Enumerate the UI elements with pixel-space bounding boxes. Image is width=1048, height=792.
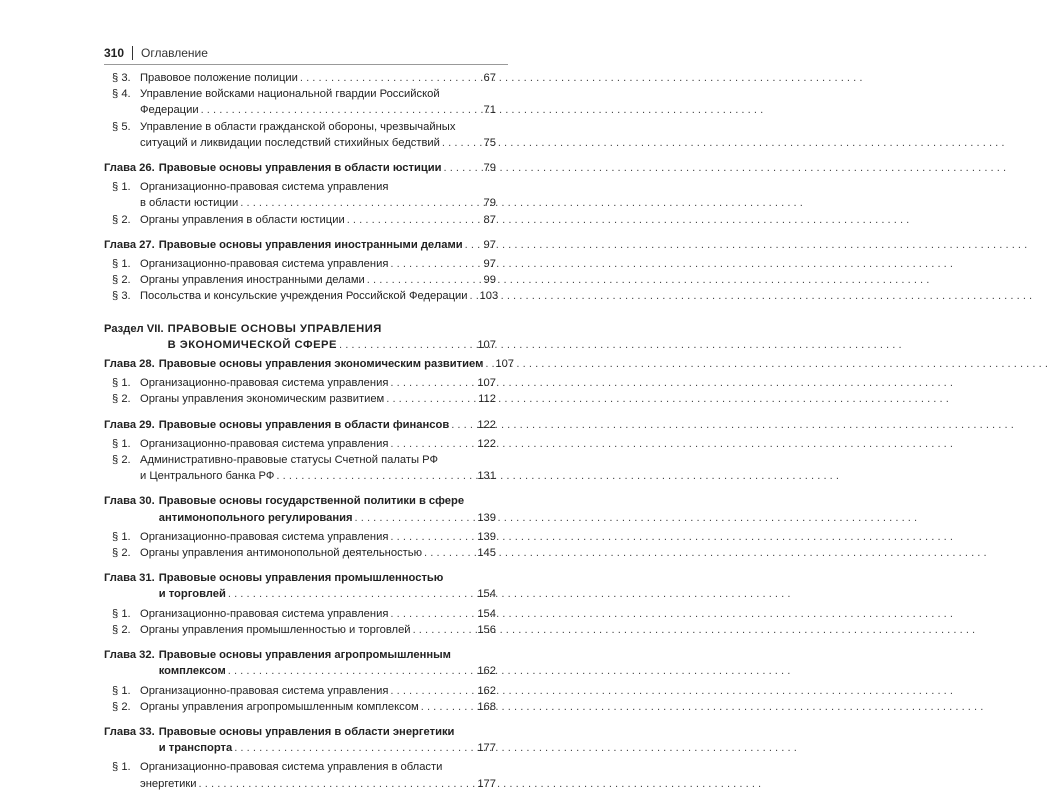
dot-leader [300, 70, 482, 86]
toc-page-number: 99 [483, 274, 496, 287]
toc-entry-title: Правовые основы управления промышленностью [158, 572, 444, 585]
toc-entry-sec[interactable] [104, 288, 499, 304]
toc-entry-title: Организационно-правовая система управления [140, 684, 389, 697]
toc-entry-chap[interactable] [104, 237, 496, 253]
toc-page-number: 177 [477, 777, 496, 790]
toc-entry-chap[interactable] [104, 647, 496, 679]
dot-leader [347, 212, 482, 228]
toc-entry-title: Правовые основы управления иностранными делами [158, 238, 463, 251]
toc-page-number: 168 [477, 700, 496, 713]
toc-entry-number: § 2. [112, 274, 131, 287]
toc-entry-title: Органы управления экономическим развитием [140, 393, 385, 406]
toc-entry-title: Правовые основы управления в области финансов [158, 418, 450, 431]
toc-page-number: 122 [477, 418, 496, 431]
toc-entry-title: Правовые основы управления в области юстиции [158, 162, 442, 175]
header-divider [132, 46, 133, 60]
toc-entry-title: Организационно-правовая система управления [140, 258, 389, 271]
toc-entry-number: § 1. [112, 258, 131, 271]
toc-entry-number: § 2. [112, 547, 131, 560]
toc-entry-number: § 2. [112, 393, 131, 406]
toc-entry-number: § 1. [112, 761, 131, 774]
toc-entry-title: Правовое положение полиции [140, 72, 298, 84]
dot-leader [413, 622, 476, 638]
dot-leader [199, 776, 476, 792]
dot-leader [390, 256, 481, 272]
toc-entry-number: Глава 28. [104, 358, 155, 371]
toc-entry-title: Органы управления иностранными делами [140, 274, 365, 287]
toc-page-number: 139 [477, 511, 496, 524]
toc-page-number: 87 [483, 213, 496, 226]
page-number: 310 [104, 46, 125, 60]
toc-entry-number: § 2. [112, 623, 131, 636]
toc-entry-title: и транспорта [158, 742, 233, 755]
dot-leader [390, 436, 475, 452]
toc-entry-number: § 2. [112, 700, 131, 713]
toc-entry-sec[interactable] [104, 256, 496, 272]
dot-leader [201, 102, 482, 118]
toc-entry-title: Правовые основы государственной политики в сфере [158, 495, 465, 508]
toc-page-number: 177 [477, 742, 496, 755]
toc-page-number: 122 [477, 437, 496, 450]
toc-entry-sec[interactable] [104, 70, 496, 86]
toc-entry-title: Административно-правовые статусы Счетной палаты РФ [140, 454, 439, 467]
toc-entry-sec[interactable] [104, 529, 496, 545]
toc-entry-number: § 2. [112, 213, 131, 226]
toc-page-number: 131 [477, 470, 496, 483]
toc-page-number: 67 [483, 72, 496, 84]
toc-entry-title: Организационно-правовая система управления [140, 377, 389, 390]
toc-entry-number: § 2. [112, 454, 131, 467]
toc-entry-number: Глава 30. [104, 495, 155, 508]
toc-entry-number: Глава 31. [104, 572, 155, 585]
toc-page-number: 154 [477, 588, 496, 601]
toc-page-number: 145 [477, 547, 496, 560]
dot-leader [228, 586, 475, 602]
toc-entry-chap[interactable] [104, 160, 496, 176]
dot-leader [485, 356, 493, 372]
toc-entry-title: Правовые основы управления агропромышленным [158, 649, 451, 662]
running-title: Оглавление [141, 46, 208, 60]
dot-leader [421, 699, 476, 715]
dot-leader [424, 545, 475, 561]
toc-page-number: 103 [479, 290, 499, 303]
toc-entry-sec[interactable] [104, 622, 496, 638]
toc-entry-sec[interactable] [104, 86, 496, 118]
dot-leader [386, 391, 476, 407]
toc-page-number: 97 [483, 238, 496, 251]
dot-leader [234, 740, 475, 756]
toc-entry-title: Правовые основы управления в области энергетики [158, 725, 455, 738]
dot-leader [390, 683, 475, 699]
toc-page-number: 107 [495, 358, 515, 371]
toc-entry-number: § 5. [112, 120, 131, 133]
toc-entry-number: § 1. [112, 437, 131, 450]
toc-entry-chap[interactable] [104, 493, 496, 525]
toc-entry-title: Организационно-правовая система управления в области [140, 761, 443, 774]
toc-entry-number: § 1. [112, 607, 131, 620]
toc-page-number: 139 [477, 530, 496, 543]
dot-leader [276, 468, 475, 484]
toc-entry-title: ПРАВОВЫЕ ОСНОВЫ УПРАВЛЕНИЯ [167, 322, 382, 335]
toc-page-number: 75 [483, 136, 496, 149]
toc-page-number: 107 [477, 377, 496, 390]
toc-entry-sec[interactable] [104, 272, 496, 288]
dot-leader [390, 606, 475, 622]
toc-entry-title: Органы управления агропромышленным комплексом [140, 700, 419, 713]
toc-entry-number: § 1. [112, 530, 131, 543]
toc-entry-sec[interactable] [104, 699, 496, 715]
toc-entry-number: Раздел VII. [104, 322, 164, 335]
toc-entry-number: Глава 27. [104, 238, 155, 251]
toc-page-number: 156 [477, 623, 496, 636]
toc-entry-sec[interactable] [104, 119, 496, 151]
toc-entry-sec[interactable] [104, 179, 496, 211]
toc-entry-number: Глава 32. [104, 649, 155, 662]
toc-entry-number: Глава 29. [104, 418, 155, 431]
toc-page-number: 97 [483, 258, 496, 271]
toc-entry-title: Организационно-правовая система управления [140, 530, 389, 543]
toc-entry-sec[interactable] [104, 683, 496, 699]
running-header [104, 46, 208, 60]
toc-entry-sec[interactable] [104, 375, 496, 391]
toc-entry-title: энергетики [140, 777, 197, 790]
dot-leader [367, 272, 482, 288]
toc-entry-part[interactable] [104, 321, 496, 353]
toc-entry-number: Глава 33. [104, 725, 155, 738]
toc-entry-number: § 3. [112, 72, 131, 84]
toc-entry-title: Организационно-правовая система управления [140, 437, 389, 450]
toc-entry-chap[interactable] [104, 724, 496, 756]
toc-entry-sec[interactable] [104, 212, 496, 228]
toc-entry-title: и торговлей [158, 588, 226, 601]
toc-entry-sec[interactable] [104, 436, 496, 452]
toc-entry-title: Органы управления в области юстиции [140, 213, 345, 226]
toc-page-number: 107 [477, 338, 496, 351]
toc-entry-chap[interactable] [104, 417, 496, 433]
toc-page-number: 79 [483, 197, 496, 210]
toc-entry-title: В ЭКОНОМИЧЕСКОЙ СФЕРЕ [167, 338, 337, 351]
toc-entry-title: Управление войсками национальной гвардии Российской [140, 88, 440, 101]
dot-leader [390, 375, 475, 391]
toc-entry-sec[interactable] [104, 545, 496, 561]
toc-entry-title: Посольства и консульские учреждения Российской Федерации [140, 290, 468, 303]
dot-leader [442, 135, 482, 151]
toc-entry-chap[interactable] [104, 356, 515, 372]
toc-entry-title: Органы управления антимонопольной деятельностью [140, 547, 423, 560]
toc-entry-number: § 1. [112, 181, 131, 194]
toc-entry-number: § 1. [112, 684, 131, 697]
dot-leader [339, 337, 475, 353]
toc-entry-number: § 3. [112, 290, 131, 303]
toc-entry-title: Организационно-правовая система управления [140, 181, 389, 194]
toc-entry-sec[interactable] [104, 452, 496, 484]
toc-entry-number: Глава 26. [104, 162, 155, 175]
toc-entry-sec[interactable] [104, 606, 496, 622]
toc-page-number: 79 [483, 162, 496, 175]
toc-entry-title: Управление в области гражданской обороны, чрезвычайных [140, 120, 456, 133]
toc-entry-title: антимонопольного регулирования [158, 511, 353, 524]
dot-leader [465, 237, 482, 253]
dot-leader [470, 288, 478, 304]
toc-entry-title: Федерации [140, 104, 199, 117]
dot-leader [390, 529, 475, 545]
toc-entry-title: Организационно-правовая система управления [140, 607, 389, 620]
table-of-contents [104, 70, 515, 792]
toc-entry-title: и Центрального банка РФ [140, 470, 275, 483]
toc-entry-sec[interactable] [104, 759, 496, 791]
toc-entry-chap[interactable] [104, 570, 496, 602]
toc-entry-title: ситуаций и ликвидации последствий стихийных бедствий [140, 136, 440, 149]
toc-page-number: 71 [483, 104, 496, 117]
dot-leader [355, 510, 476, 526]
toc-entry-number: § 4. [112, 88, 131, 101]
toc-page-number: 162 [477, 684, 496, 697]
toc-entry-title: комплексом [158, 665, 226, 678]
toc-page-number: 162 [477, 665, 496, 678]
header-rule [104, 64, 508, 65]
dot-leader [451, 417, 475, 433]
toc-entry-sec[interactable] [104, 391, 496, 407]
toc-entry-title: Органы управления промышленностью и торговлей [140, 623, 411, 636]
dot-leader [228, 663, 476, 679]
toc-entry-title: Правовые основы управления экономическим развитием [158, 358, 484, 371]
toc-entry-title: в области юстиции [140, 197, 239, 210]
toc-page-number: 112 [478, 393, 496, 406]
dot-leader [240, 195, 481, 211]
toc-page-number: 154 [477, 607, 496, 620]
dot-leader [444, 160, 482, 176]
toc-entry-number: § 1. [112, 377, 131, 390]
